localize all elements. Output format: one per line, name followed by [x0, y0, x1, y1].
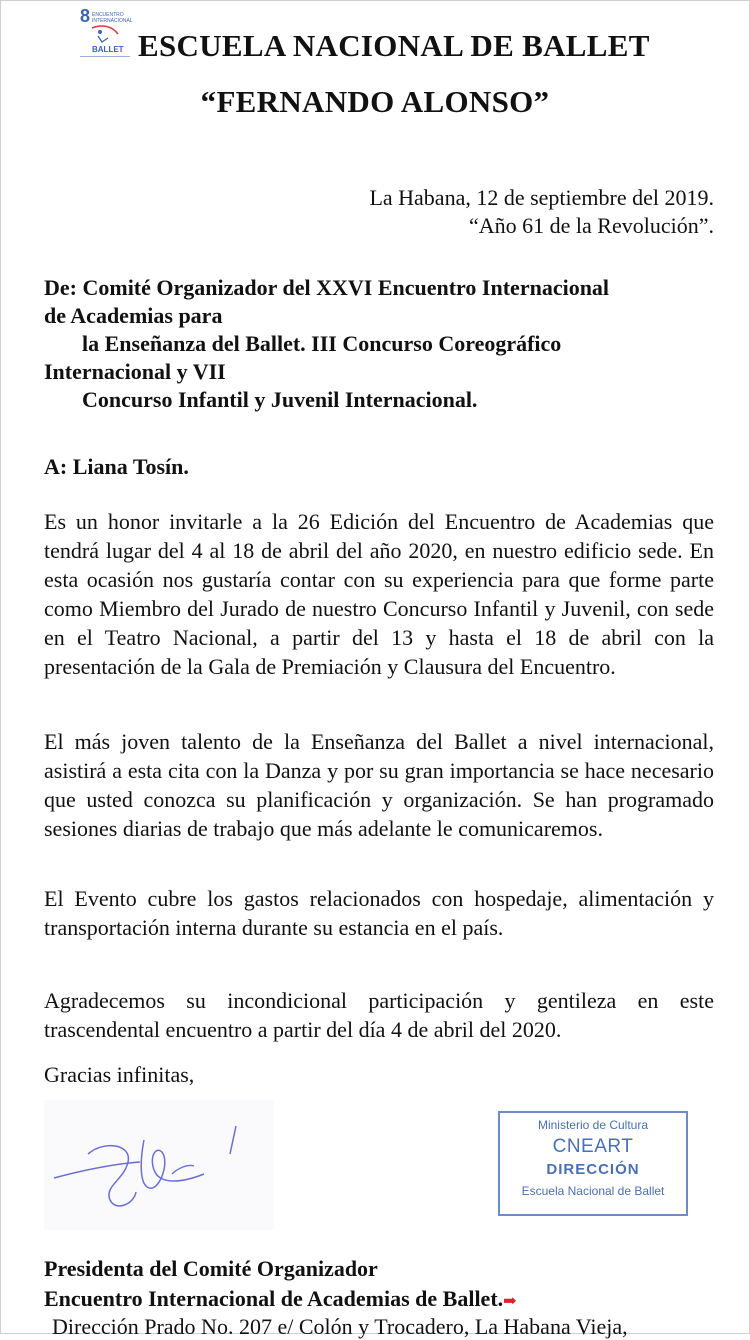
- sender-line: la Enseñanza del Ballet. III Concurso Coreográfico: [82, 331, 562, 356]
- signer-title: Presidenta del Comité Organizador: [44, 1256, 378, 1281]
- encuentro-logo: [78, 6, 140, 62]
- handwritten-signature: [44, 1100, 274, 1230]
- recipient: A: Liana Tosín.: [44, 454, 189, 479]
- svg-text:ENCUENTRO: ENCUENTRO: [92, 12, 124, 18]
- year-motto: “Año 61 de la Revolución”.: [469, 213, 714, 238]
- svg-text:8: 8: [80, 6, 91, 26]
- signer-organization: [44, 1284, 517, 1317]
- body-paragraph: El más joven talento de la Enseñanza del Ballet a nivel internacional, asistirá a esta cita con la Danza y por su gran importancia se hace necesario que usted conozca su planificación y organización. Se han programado sesiones diarias de trabajo que más adelante le comunicaremos.: [44, 729, 714, 841]
- stamp-cneart: CNEART: [552, 1136, 634, 1157]
- official-stamp: [498, 1111, 688, 1216]
- svg-text:INTERNACIONAL: INTERNACIONAL: [92, 18, 133, 24]
- stamp-ministry: Ministerio de Cultura: [537, 1118, 649, 1132]
- school-title: ESCUELA NACIONAL DE BALLET: [138, 28, 650, 63]
- address-line: Dirección Prado No. 207 e/ Colón y Trocadero, La Habana Vieja,: [52, 1314, 628, 1339]
- sender-line: De: Comité Organizador del XXVI Encuentro Internacional: [44, 275, 610, 300]
- stamp-school: Escuela Nacional de Ballet: [521, 1184, 665, 1198]
- signature-block: [44, 1254, 517, 1317]
- closing-line: Gracias infinitas,: [44, 1062, 195, 1087]
- body-paragraph: El Evento cubre los gastos relacionados con hospedaje, alimentación y transportación interna durante su estancia en el país.: [44, 886, 714, 940]
- date-block: [369, 184, 714, 240]
- sender-line: Internacional y VII: [44, 359, 226, 384]
- svg-text:BALLET: BALLET: [92, 45, 124, 54]
- sender-line: Concurso Infantil y Juvenil Internacional.: [82, 387, 478, 412]
- school-subtitle: “FERNANDO ALONSO”: [200, 84, 550, 119]
- right-arrow-icon: ➡: [503, 1293, 517, 1310]
- date-line: La Habana, 12 de septiembre del 2019.: [369, 185, 714, 210]
- stamp-direction: DIRECCIÓN: [546, 1161, 640, 1178]
- body-paragraph: Es un honor invitarle a la 26 Edición del Encuentro de Academias que tendrá lugar del 4 al 18 de abril del año 2020, en nuestro edificio sede. En esta ocasión nos gustaría contar con su experiencia para que forme parte como Miembro del Jurado de nuestro Concurso Infantil y Juvenil, con sede en el Teatro Nacional, a partir del 13 y hasta el 18 de abril con la presentación de la Gala de Premiación y Clausura del Encuentro.: [44, 509, 714, 679]
- sender-block: [44, 274, 724, 414]
- sender-line: de Academias para: [44, 303, 223, 328]
- body-paragraph: Agradecemos su incondicional participación y gentileza en este trascendental encuentro a partir del día 4 de abril del 2020.: [44, 988, 714, 1042]
- signer-organization-text: Encuentro Internacional de Academias de Ballet.: [44, 1286, 504, 1311]
